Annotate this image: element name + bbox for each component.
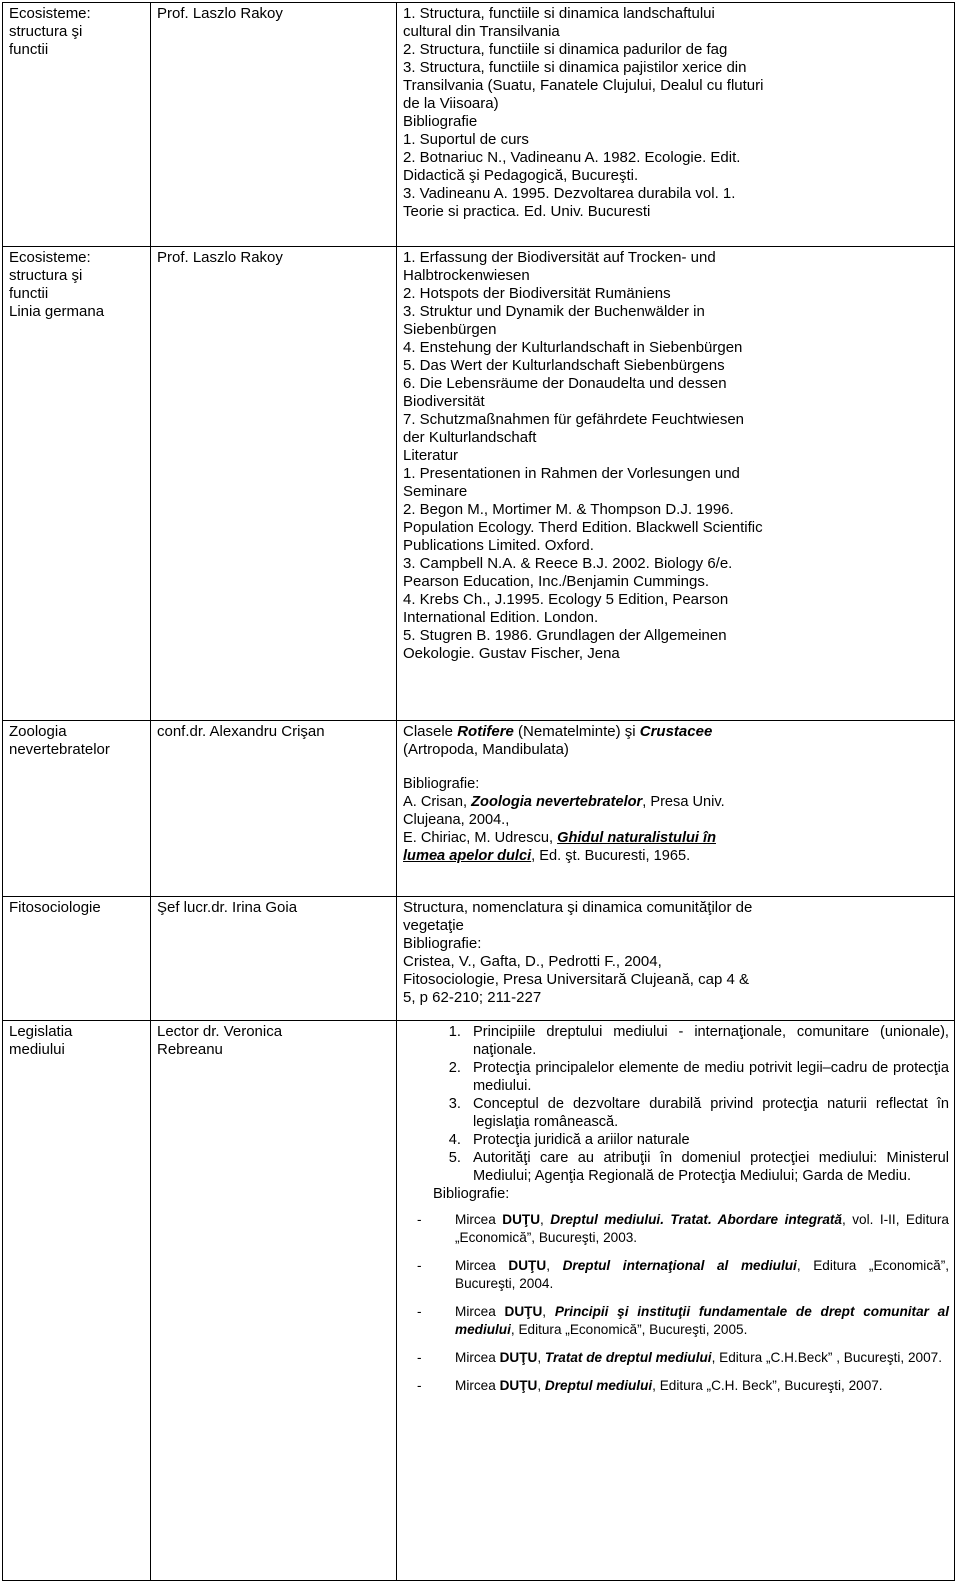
content-cell: Structura, nomenclatura şi dinamica comunităţilor de vegetaţie Bibliografie: Cristea, V., Gafta, D., Pedrotti F., 2004, Fitosociologie, Presa Universitară Clujeană, cap 4 & 5, p 62-210; 211-227 bbox=[397, 897, 955, 1021]
teacher-cell: Prof. Laszlo Rakoy bbox=[151, 3, 397, 247]
table-row bbox=[3, 3, 955, 247]
content-cell: 1. Structura, functiile si dinamica landschaftului cultural din Transilvania 2. Structura, functiile si dinamica padurilor de fag 3. Structura, functiile si dinamica pajistilor xerice din Transilvania (Suatu, Fanatele Clujului, Dealul cu fluturi de la Viisoara) Bibliografie 1. Suportul de curs 2. Botnariuc N., Vadineanu A. 1982. Ecologie. Edit. Didactică şi Pedagogică, Bucureşti. 3. Vadineanu A. 1995. Dezvoltarea durabila vol. 1. Teorie si practica. Ed. Univ. Bucuresti bbox=[397, 3, 955, 247]
list-item: - Mircea DUŢU, Dreptul internaţional al mediului, Editura „Economică”, Bucureşti, 2004. bbox=[403, 1257, 949, 1293]
teacher-cell: Prof. Laszlo Rakoy bbox=[151, 247, 397, 721]
table-row bbox=[3, 247, 955, 721]
list-item: - Mircea DUŢU, Principii şi instituţii fundamentale de drept comunitar al mediului, Editura „Economică”, Bucureşti, 2005. bbox=[403, 1303, 949, 1339]
table-row bbox=[3, 721, 955, 897]
list-item: 3. Conceptul de dezvoltare durabilă privind protecţia naturii reflectat în legislaţia românească. bbox=[465, 1095, 949, 1131]
topics-list bbox=[403, 1023, 949, 1185]
list-item: - Mircea DUŢU, Dreptul mediului, Editura „C.H. Beck”, Bucureşti, 2007. bbox=[403, 1377, 949, 1395]
references-list bbox=[403, 1211, 949, 1395]
teacher-cell: conf.dr. Alexandru Crişan bbox=[151, 721, 397, 897]
course-subtitle: (Artropoda, Mandibulata) bbox=[403, 741, 569, 758]
teacher-cell: Şef lucr.dr. Irina Goia bbox=[151, 897, 397, 1021]
reference-item: A. Crisan, Zoologia nevertebratelor, Presa Univ. Clujeana, 2004., bbox=[403, 794, 725, 828]
subject-cell: Legislatia mediului bbox=[3, 1021, 151, 1581]
reference-item: E. Chiriac, M. Udrescu, Ghidul naturalistului în lumea apelor dulci, Ed. şt. Bucuresti, 1965. bbox=[403, 830, 717, 864]
subject-cell: Fitosociologie bbox=[3, 897, 151, 1021]
table-row bbox=[3, 1021, 955, 1581]
content-cell: 1. Erfassung der Biodiversität auf Trocken- und Halbtrockenwiesen 2. Hotspots der Biodiversität Rumäniens 3. Struktur und Dynamik der Buchenwälder in Siebenbürgen 4. Enstehung der Kulturlandschaft in Siebenbürgen 5. Das Wert der Kulturlandschaft Siebenbürgens 6. Die Lebensräume der Donaudelta und dessen Biodiversität 7. Schutzmaßnahmen für gefährdete Feuchtwiesen der Kulturlandschaft Literatur 1. Presentationen in Rahmen der Vorlesungen und Seminare 2. Begon M., Mortimer M. & Thompson D.J. 1996. Population Ecology. Therd Edition. Blackwell Scientific Publications Limited. Oxford. 3. Campbell N.A. & Reece B.J. 2002. Biology 6/e. Pearson Education, Inc./Benjamin Cummings. 4. Krebs Ch., J.1995. Ecology 5 Edition, Pearson International Edition. London. 5. Stugren B. 1986. Grundlagen der Allgemeinen Oekologie. Gustav Fischer, Jena bbox=[397, 247, 955, 721]
table-row bbox=[3, 897, 955, 1021]
list-item: 5. Autorităţi care au atribuţii în domeniul protecţiei mediului: Ministerul Mediului; Agenţia Regională de Protecţia Mediului; Garda de Mediu. bbox=[465, 1149, 949, 1185]
list-item: 2. Protecţia principalelor elemente de mediu potrivit legii–cadru de protecţia mediului. bbox=[465, 1059, 949, 1095]
bibliography-label: Bibliografie: bbox=[433, 1186, 510, 1202]
subject-cell: Ecosisteme: structura şi functii Linia germana bbox=[3, 247, 151, 721]
content-cell bbox=[397, 1021, 955, 1581]
teacher-cell: Lector dr. Veronica Rebreanu bbox=[151, 1021, 397, 1581]
subject-cell: Zoologia nevertebratelor bbox=[3, 721, 151, 897]
subject-cell: Ecosisteme: structura şi functii bbox=[3, 3, 151, 247]
curriculum-table bbox=[2, 2, 955, 1581]
bibliography-label: Bibliografie: bbox=[403, 776, 480, 792]
list-item: - Mircea DUŢU, Tratat de dreptul mediului, Editura „C.H.Beck” , Bucureşti, 2007. bbox=[403, 1349, 949, 1367]
content-cell bbox=[397, 721, 955, 897]
list-item: 1. Principiile dreptului mediului - internaţionale, comunitare (unionale), naţionale. bbox=[465, 1023, 949, 1059]
list-item: 4. Protecţia juridică a ariilor naturale bbox=[465, 1131, 949, 1149]
list-item: - Mircea DUŢU, Dreptul mediului. Tratat. Abordare integrată, vol. I-II, Editura „Economică”, Bucureşti, 2003. bbox=[403, 1211, 949, 1247]
course-title: Clasele Rotifere (Nematelminte) şi Crustacee bbox=[403, 723, 713, 740]
